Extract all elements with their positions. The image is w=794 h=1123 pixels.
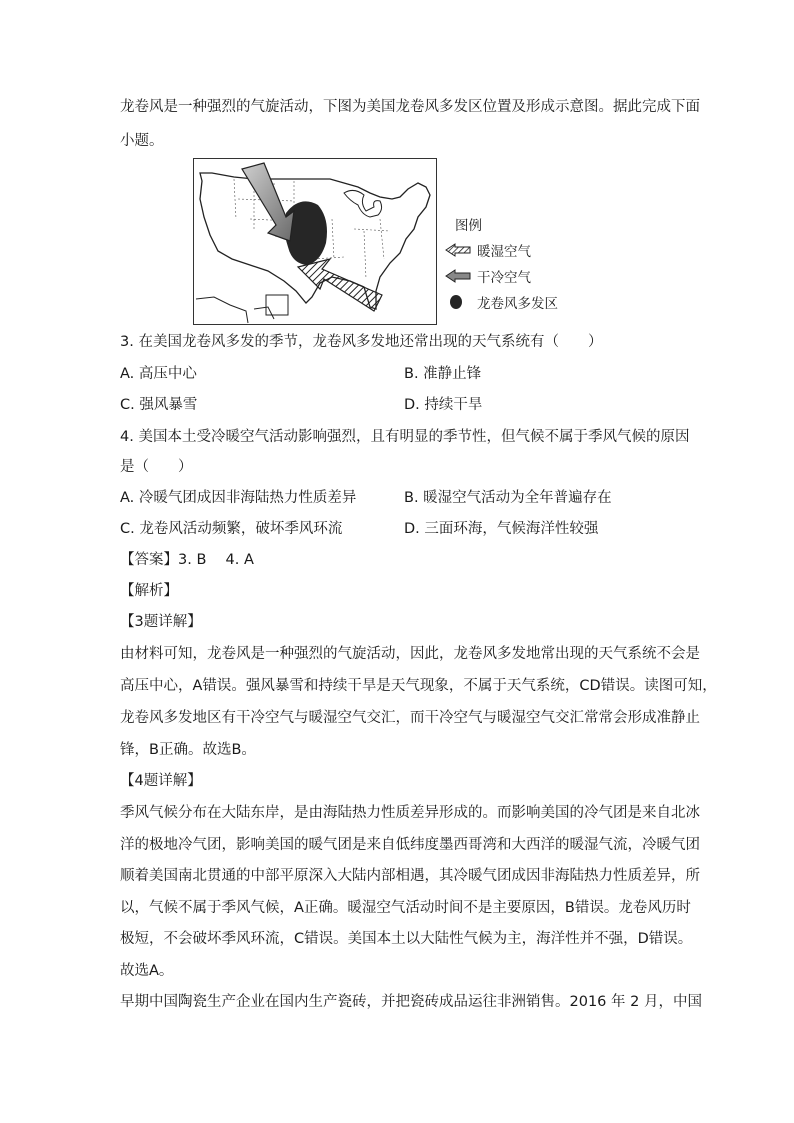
usa-map: [193, 158, 437, 325]
legend-tornado-zone-label: 龙卷风多发区: [477, 296, 558, 312]
q3-option-a: A. 高压中心: [120, 366, 197, 382]
legend-dry-cold-label: 干冷空气: [477, 270, 531, 286]
great-lakes: [344, 190, 382, 217]
q4-detail-line: 季风气候分布在大陆东岸，是由海陆热力性质差异形成的。而影响美国的冷气团是来自北冰: [120, 805, 700, 821]
inset-box: [266, 295, 288, 315]
q3-option-c: C. 强风暴雪: [120, 397, 198, 413]
legend-title: 图例: [455, 218, 482, 234]
q4-stem-line-2: 是（ ）: [120, 459, 193, 475]
mexico-coast: [196, 297, 274, 323]
q4-option-a: A. 冷暖气团成因非海陆热力性质差异: [120, 490, 357, 506]
dry-cold-arrow: [242, 163, 294, 241]
warm-humid-arrow: [298, 259, 382, 311]
q4-option-d: D. 三面环海，气候海洋性较强: [404, 521, 599, 537]
legend-warm-humid: [445, 240, 531, 260]
intro-line-2: 小题。: [120, 133, 164, 149]
warm-humid-arrow-icon: [445, 243, 471, 257]
q3-detail-line: 龙卷风多发地区有干冷空气与暖湿空气交汇，而干冷空气与暖湿空气交汇常常会形成准静止: [120, 710, 700, 726]
intro-line-1: 龙卷风是一种强烈的气旋活动，下图为美国龙卷风多发区位置及形成示意图。据此完成下面: [120, 99, 700, 115]
q3-stem: 3. 在美国龙卷风多发的季节，龙卷风多发地还常出现的天气系统有（ ）: [120, 334, 603, 350]
usa-map-drawing: [194, 159, 436, 324]
q4-stem-line-1: 4. 美国本土受冷暖空气活动影响强烈，且有明显的季节性，但气候不属于季风气候的原因: [120, 429, 690, 445]
q4-option-b: B. 暖湿空气活动为全年普遍存在: [404, 490, 612, 506]
q3-detail-line: 锋，B正确。故选B。: [120, 742, 256, 758]
tornado-zone-icon: [445, 294, 471, 310]
q4-detail-line: 顺着美国南北贯通的中部平原深入大陆内部相遇，其冷暖气团成因非海陆热力性质差异，所: [120, 868, 700, 884]
q4-detail-line: 极短，不会破坏季风环流，C错误。美国本土以大陆性气候为主，海洋性并不强，D错误。: [120, 931, 693, 947]
analysis-heading: 【解析】: [120, 583, 178, 599]
q3-option-d: D. 持续干旱: [404, 397, 483, 413]
q4-detail-heading: 【4题详解】: [120, 773, 202, 789]
q4-detail-line: 故选A。: [120, 963, 174, 979]
next-passage-line: 早期中国陶瓷生产企业在国内生产瓷砖，并把瓷砖成品运往非洲销售。2016 年 2 月，中国: [120, 994, 702, 1010]
answer-line: 【答案】3. B 4. A: [120, 552, 254, 568]
q4-detail-line: 洋的极地冷气团，影响美国的暖气团是来自低纬度墨西哥湾和大西洋的暖湿气流，冷暖气团: [120, 837, 700, 853]
dry-cold-arrow-icon: [445, 269, 471, 283]
q3-detail-heading: 【3题详解】: [120, 614, 202, 630]
q4-detail-line: 以，气候不属于季风气候，A正确。暖湿空气活动时间不是主要原因，B错误。龙卷风历时: [120, 900, 691, 916]
tornado-map-figure: [193, 158, 571, 323]
q3-option-b: B. 准静止锋: [404, 366, 482, 382]
legend-dry-cold: [445, 266, 531, 286]
q3-detail-line: 由材料可知，龙卷风是一种强烈的气旋活动，因此，龙卷风多发地常出现的天气系统不会是: [120, 646, 700, 662]
legend-tornado-zone: [445, 292, 558, 312]
q3-detail-line: 高压中心，A错误。强风暴雪和持续干旱是天气现象，不属于天气系统，CD错误。读图可知，: [120, 678, 717, 694]
legend-warm-humid-label: 暖湿空气: [477, 244, 531, 260]
q4-option-c: C. 龙卷风活动频繁，破坏季风环流: [120, 521, 343, 537]
